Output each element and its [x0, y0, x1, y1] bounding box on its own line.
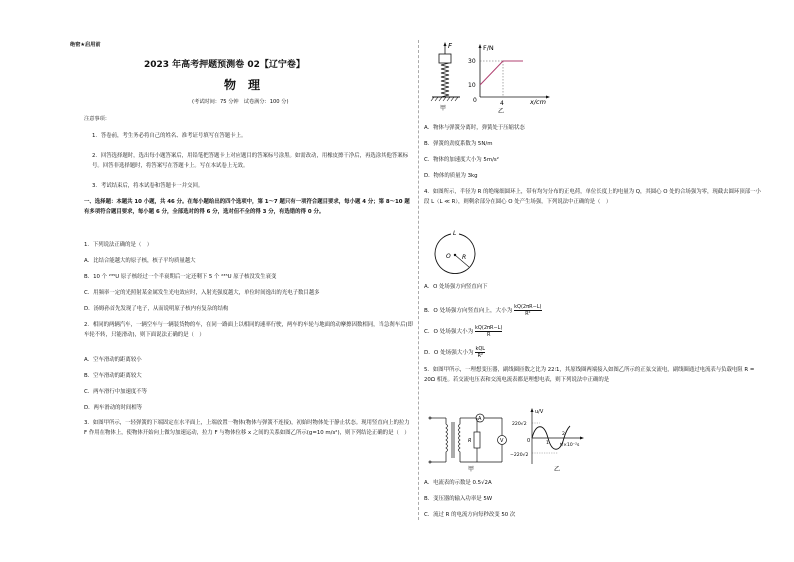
label-L: L	[453, 230, 457, 237]
secret-label: 绝密★启用前	[70, 42, 101, 48]
formula-c: $\frac{kQ(2\pi R-L)}{R}$	[475, 325, 503, 338]
force-label: F	[448, 42, 453, 50]
formula-d: kQL R²	[475, 346, 486, 359]
voltmeter-label: V	[500, 438, 504, 444]
q4-option-d: D．O 处场强大小为 kQL R²	[424, 346, 486, 359]
axis-u-label: u/V	[535, 409, 544, 415]
q2-option-b: B．空车滑动的距离较大	[84, 373, 142, 379]
peak-negative: −220√2	[510, 453, 529, 458]
ammeter-label: A	[478, 416, 482, 422]
tick-t-2: 2	[562, 432, 565, 437]
notes-item-2: 2．回答选择题时，选出每小题答案后，用铅笔把答题卡上对应题目的答案标号涂黑。如需改动，用橡皮擦干净后，再选涂其他答案标号。回答非选择题时，将答案写在答题卡上。写在本试卷上无效。	[92, 153, 409, 170]
q1-stem: 1．下列说法正确的是（ ）	[84, 242, 153, 248]
q2-stem: 2．相同的两辆汽车，一辆空车与一辆装货物的车，在同一路面上以相同的速率行驶，两车的车轮与地面的动摩擦因数相同，当急刹车后(即车轮不转，只能滑动)，则下面说法正确的是（ ）	[84, 322, 413, 339]
q4-stem: 4．如图所示，半径为 R 的绝缘细圆环上，带有均匀分布的正电荷，单位长度上的电量为 Q，其圆心 O 处的合场强为零，现截去圆环顶部一小段 L（L ≪ R），则剩余部分在圆心 O 处产生场强，下列说法中正确的是（ ）	[424, 189, 761, 206]
q4-ring-figure	[424, 229, 484, 281]
formula-b: $\frac{kQ(2\pi R-L)}{\text{R²}}$	[514, 304, 542, 317]
tick-t-1: 1	[546, 441, 549, 446]
charged-ring	[435, 234, 475, 274]
axis-x-label: x/cm	[530, 98, 546, 106]
q4-option-b: B．O 处场强方向竖直向上，大小为 $\frac{kQ(2\pi R-L)}{\text{R²}}$	[424, 304, 542, 317]
q1-option-b: B．10 个 ²³⁵U 原子核经过一个半衰期后一定还剩下 5 个 ²³⁵U 原子核没发生衰变	[84, 274, 277, 280]
caption-yi: 乙	[554, 466, 561, 472]
q5-option-b: B．变压器的输入功率是 5W	[424, 496, 493, 502]
spring-diagram	[431, 42, 460, 112]
graph-line	[480, 61, 523, 85]
left-column	[70, 0, 414, 562]
q4-option-a: A．O 处场强方向竖直向下	[424, 284, 488, 290]
q5-option-c: C．流过 R 的电流方向每秒改变 50 次	[424, 512, 516, 518]
q5-stem: 5．如图甲所示，一理想变压器，副线圈匝数之比为 22∶1，其原线圈两端接入如图乙所示的正弦交流电，副线圈通过电流表与负载电阻 R = 20Ω 相连。若交流电压表和交流电流表都是理想电表，则下列说法中正确的是	[424, 367, 755, 384]
q5-option-a: A．电流表的示数是 0.5√2A	[424, 480, 492, 486]
q2-option-a: A．空车滑动的距离较小	[84, 357, 142, 363]
label-R: R	[462, 254, 467, 261]
notes-heading: 注意事项：	[84, 116, 110, 122]
column-divider	[418, 40, 419, 520]
q3-option-b: B．弹簧的劲度系数为 5N/m	[424, 141, 493, 147]
caption-jia: 甲	[468, 466, 475, 472]
axis-t-label: t/×10⁻²s	[560, 443, 580, 448]
label-O: O	[446, 253, 451, 260]
voltage-time-graph	[510, 408, 584, 472]
tick-x-4: 4	[500, 100, 504, 107]
q3-option-a: A．物体与弹簧分离时，弹簧处于压缩状态	[424, 125, 525, 131]
graph-origin: 0	[527, 438, 531, 444]
resistor-symbol	[474, 432, 480, 448]
q3-option-c: C．物体的加速度大小为 5m/s²	[424, 157, 499, 163]
block	[439, 54, 451, 63]
exam-info: (考试时间：75 分钟 试卷满分：100 分)	[192, 99, 289, 105]
tick-y-30: 30	[468, 58, 476, 65]
caption-jia: 甲	[440, 105, 447, 112]
caption-yi: 乙	[498, 108, 505, 114]
q3-stem: 3．如图甲所示，一轻弹簧的下端固定在水平面上，上端放置一物体(物体与弹簧不连接)，初始时物体处于静止状态。现用竖直向上的拉力 F 作用在物体上，使物体开始向上做匀加速运动，拉力 F 与物体位移 x 之间的关系如图乙所示(g=10 m/s²)，则下列结论正确的是（ ）	[84, 420, 410, 437]
q3-option-d: D．物体的质量为 3kg	[424, 173, 478, 179]
q1-option-c: C．用频率一定的光照射某金属发生光电效应时，入射光强度越大，单位时间逸出的光电子数目越多	[84, 290, 320, 296]
notes-item-1: 1．答卷前，考生务必将自己的姓名、准考证号填写在答题卡上。	[92, 133, 247, 139]
force-displacement-graph	[468, 44, 550, 114]
graph-origin: 0	[473, 97, 477, 104]
q3-figure	[428, 40, 558, 114]
subject-title: 物 理	[224, 78, 261, 92]
axis-y-label: F/N	[483, 44, 494, 52]
notes-item-3: 3．考试结束后，将本试卷和答题卡一并交回。	[92, 183, 204, 189]
right-column	[424, 0, 764, 562]
tick-y-10: 10	[468, 82, 476, 89]
q2-option-d: D．两车滑动的时间相等	[84, 405, 143, 411]
q5-figure	[428, 404, 588, 472]
exam-title: 2023 年高考押题预测卷 02【辽宁卷】	[144, 60, 305, 70]
q1-option-d: D．汤姆孙首先发现了电子，从而说明原子核内有复杂的结构	[84, 306, 229, 312]
q4-option-c: C．O 处场强大小为 $\frac{kQ(2\pi R-L)}{R}$	[424, 325, 503, 338]
resistor-label: R	[468, 438, 472, 444]
q2-option-c: C．两车滑行中加速度不等	[84, 389, 148, 395]
peak-positive: 220√2	[512, 422, 527, 427]
section1-heading: 一、选择题：本题共 10 小题，共 46 分。在每小题给出的四个选项中，第 1～7 题只有一项符合题目要求，每小题 4 分；第 8～10 题有多项符合题目要求，每小题 6 分，全部选对的得 6 分，选对但不全的得 3 分，有选错的得 0 分。	[84, 199, 410, 216]
q1-option-a: A．比结合能越大的原子核，核子平均质量越大	[84, 258, 196, 264]
